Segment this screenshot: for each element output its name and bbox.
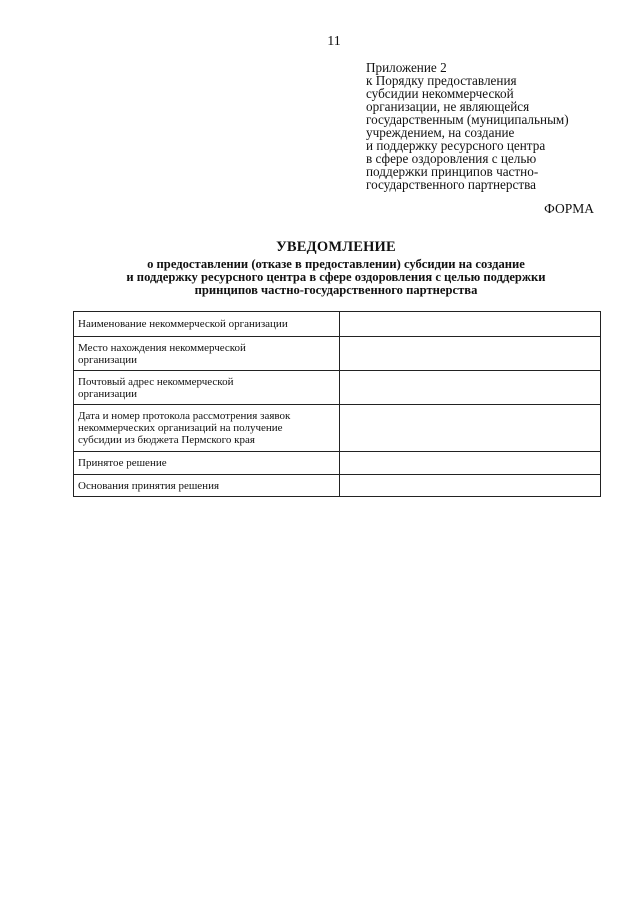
row-label-cell: [74, 475, 340, 497]
postal-address-value: [340, 371, 601, 405]
organization-name-value: [340, 312, 601, 337]
organization-location-label: Место нахождения некоммерческой организации: [78, 341, 246, 366]
page-number: 11: [327, 34, 341, 49]
table-row: [74, 371, 601, 405]
appendix-line: и поддержку ресурсного центра: [366, 138, 546, 153]
appendix-header: [366, 61, 616, 191]
protocol-date-number-label: Дата и номер протокола рассмотрения заявок некоммерческих организаций на получение субсидии из бюджета Пермского края: [78, 410, 291, 446]
appendix-line: субсидии некоммерческой: [366, 86, 514, 101]
decision-grounds-label: Основания принятия решения: [78, 479, 220, 492]
appendix-line: учреждением, на создание: [366, 125, 515, 140]
row-label-cell: [74, 337, 340, 371]
appendix-line: организации, не являющейся: [366, 99, 530, 114]
row-label-cell: [74, 405, 340, 452]
subtitle-line: о предоставлении (отказе в предоставлении) субсидии на создание: [147, 257, 525, 271]
table-row: [74, 312, 601, 337]
table-row: [74, 337, 601, 371]
row-label-cell: [74, 371, 340, 405]
subtitle-line: принципов частно-государственного партнерства: [194, 283, 478, 297]
appendix-line: поддержки принципов частно-: [366, 164, 539, 179]
row-label-cell: [74, 452, 340, 475]
appendix-line: государственным (муниципальным): [366, 112, 569, 127]
table-row: [74, 452, 601, 475]
table-row: [74, 475, 601, 497]
subtitle-line: и поддержку ресурсного центра в сфере оздоровления с целью поддержки: [126, 270, 546, 284]
organization-location-value: [340, 337, 601, 371]
row-label-cell: [74, 312, 340, 337]
notification-table: [73, 311, 601, 497]
protocol-date-number-value: [340, 405, 601, 452]
appendix-line: к Порядку предоставления: [366, 73, 517, 88]
postal-address-label: Почтовый адрес некоммерческой организации: [78, 375, 234, 400]
decision-grounds-value: [340, 475, 601, 497]
document-title: УВЕДОМЛЕНИЕ: [276, 239, 396, 255]
form-label: ФОРМА: [544, 201, 594, 216]
decision-value: [340, 452, 601, 475]
appendix-line: Приложение 2: [366, 60, 447, 75]
decision-label: Принятое решение: [78, 457, 167, 469]
appendix-line: государственного партнерства: [366, 177, 537, 192]
document-subtitle: [60, 258, 612, 297]
appendix-line: в сфере оздоровления с целью: [366, 151, 537, 166]
table-row: [74, 405, 601, 452]
organization-name-label: Наименование некоммерческой организации: [78, 318, 288, 330]
